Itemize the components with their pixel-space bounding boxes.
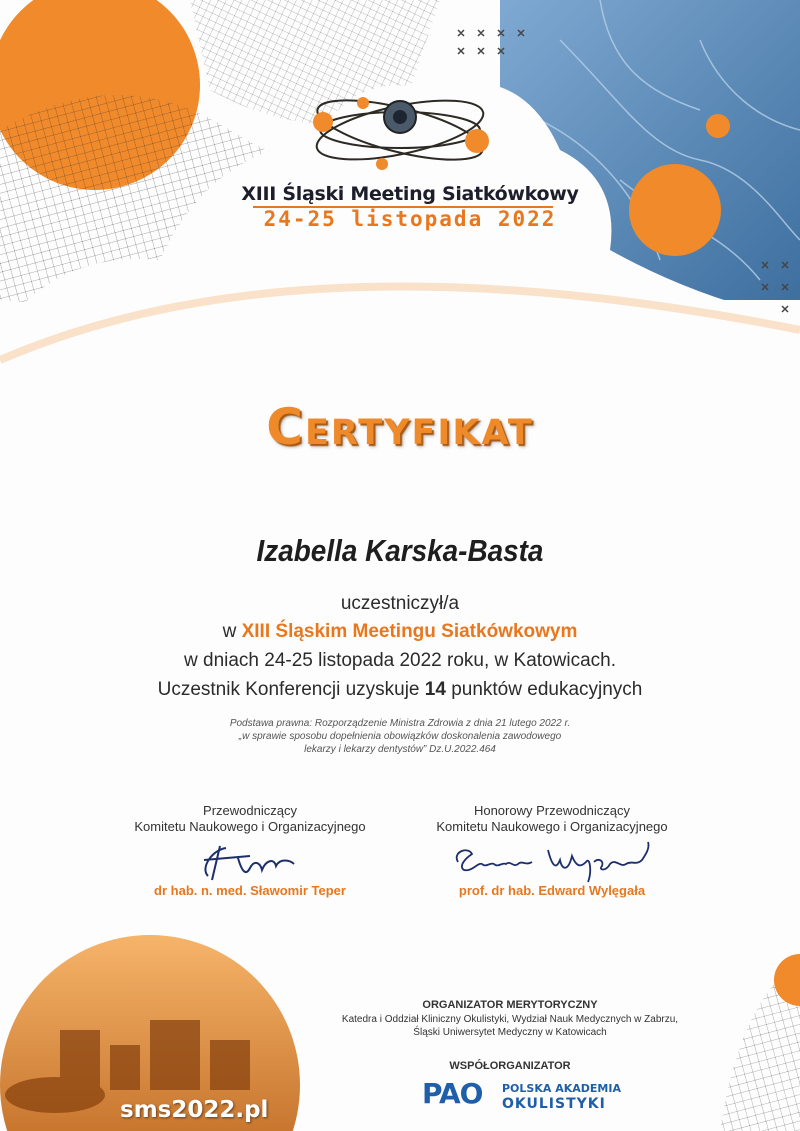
points-prefix: Uczestnik Konferencji uzyskuje bbox=[157, 679, 425, 700]
right-signer-role-line1: Honorowy Przewodniczący bbox=[473, 803, 631, 818]
legal-basis-line3: lekarzy i lekarzy dentystów” Dz.U.2022.464 bbox=[304, 744, 496, 755]
orange-circle-right bbox=[629, 164, 721, 256]
pao-name-line2: OKULISTYKI bbox=[502, 1096, 606, 1112]
event-prefix: w bbox=[222, 621, 242, 642]
points-suffix: punktów edukacyjnych bbox=[445, 679, 643, 700]
event-name: XIII Śląskim Meetingu Siatkówkowym bbox=[241, 621, 578, 642]
website-url[interactable]: sms2022.pl bbox=[120, 1097, 269, 1123]
certificate-title: Certyfikat bbox=[266, 398, 534, 456]
event-line bbox=[0, 621, 800, 643]
conference-dates: 24-25 listopada 2022 bbox=[263, 207, 557, 231]
points-line bbox=[0, 679, 800, 701]
organizer-heading: ORGANIZATOR MERYTORYCZNY bbox=[422, 999, 598, 1011]
pao-name-line1: POLSKA AKADEMIA bbox=[502, 1082, 621, 1095]
conference-name: XIII Śląski Meeting Siatkówkowy bbox=[241, 183, 579, 205]
left-signer-name: dr hab. n. med. Sławomir Teper bbox=[154, 883, 346, 898]
right-signer-role-line2: Komitetu Naukowego i Organizacyjnego bbox=[436, 819, 668, 834]
right-signer-name: prof. dr hab. Edward Wylęgała bbox=[458, 883, 646, 898]
date-location-line: w dniach 24-25 listopada 2022 roku, w Katowicach. bbox=[184, 650, 616, 671]
left-signer-role-line1: Przewodniczący bbox=[203, 803, 297, 818]
legal-basis-line2: „w sprawie sposobu dopełnienia obowiązków doskonalenia zawodowego bbox=[238, 731, 562, 742]
pao-logo: PAO bbox=[422, 1077, 483, 1110]
legal-basis-line1: Podstawa prawna: Rozporządzenie Ministra Zdrowia z dnia 21 lutego 2022 r. bbox=[229, 718, 571, 729]
organizer-line1: Katedra i Oddział Kliniczny Okulistyki, Wydział Nauk Medycznych w Zabrzu, bbox=[341, 1014, 679, 1025]
recipient-name: Izabella Karska-Basta bbox=[256, 533, 544, 568]
co-organizer-heading: WSPÓŁORGANIZATOR bbox=[449, 1060, 571, 1072]
points-value: 14 bbox=[424, 679, 446, 700]
left-handwritten-signature bbox=[190, 838, 310, 888]
orange-circle-small bbox=[706, 114, 730, 138]
participation-line: uczestniczył/a bbox=[340, 593, 460, 614]
left-signer-role-line2: Komitetu Naukowego i Organizacyjnego bbox=[134, 819, 366, 834]
organizer-line2: Śląski Uniwersytet Medyczny w Katowicach bbox=[413, 1027, 607, 1038]
